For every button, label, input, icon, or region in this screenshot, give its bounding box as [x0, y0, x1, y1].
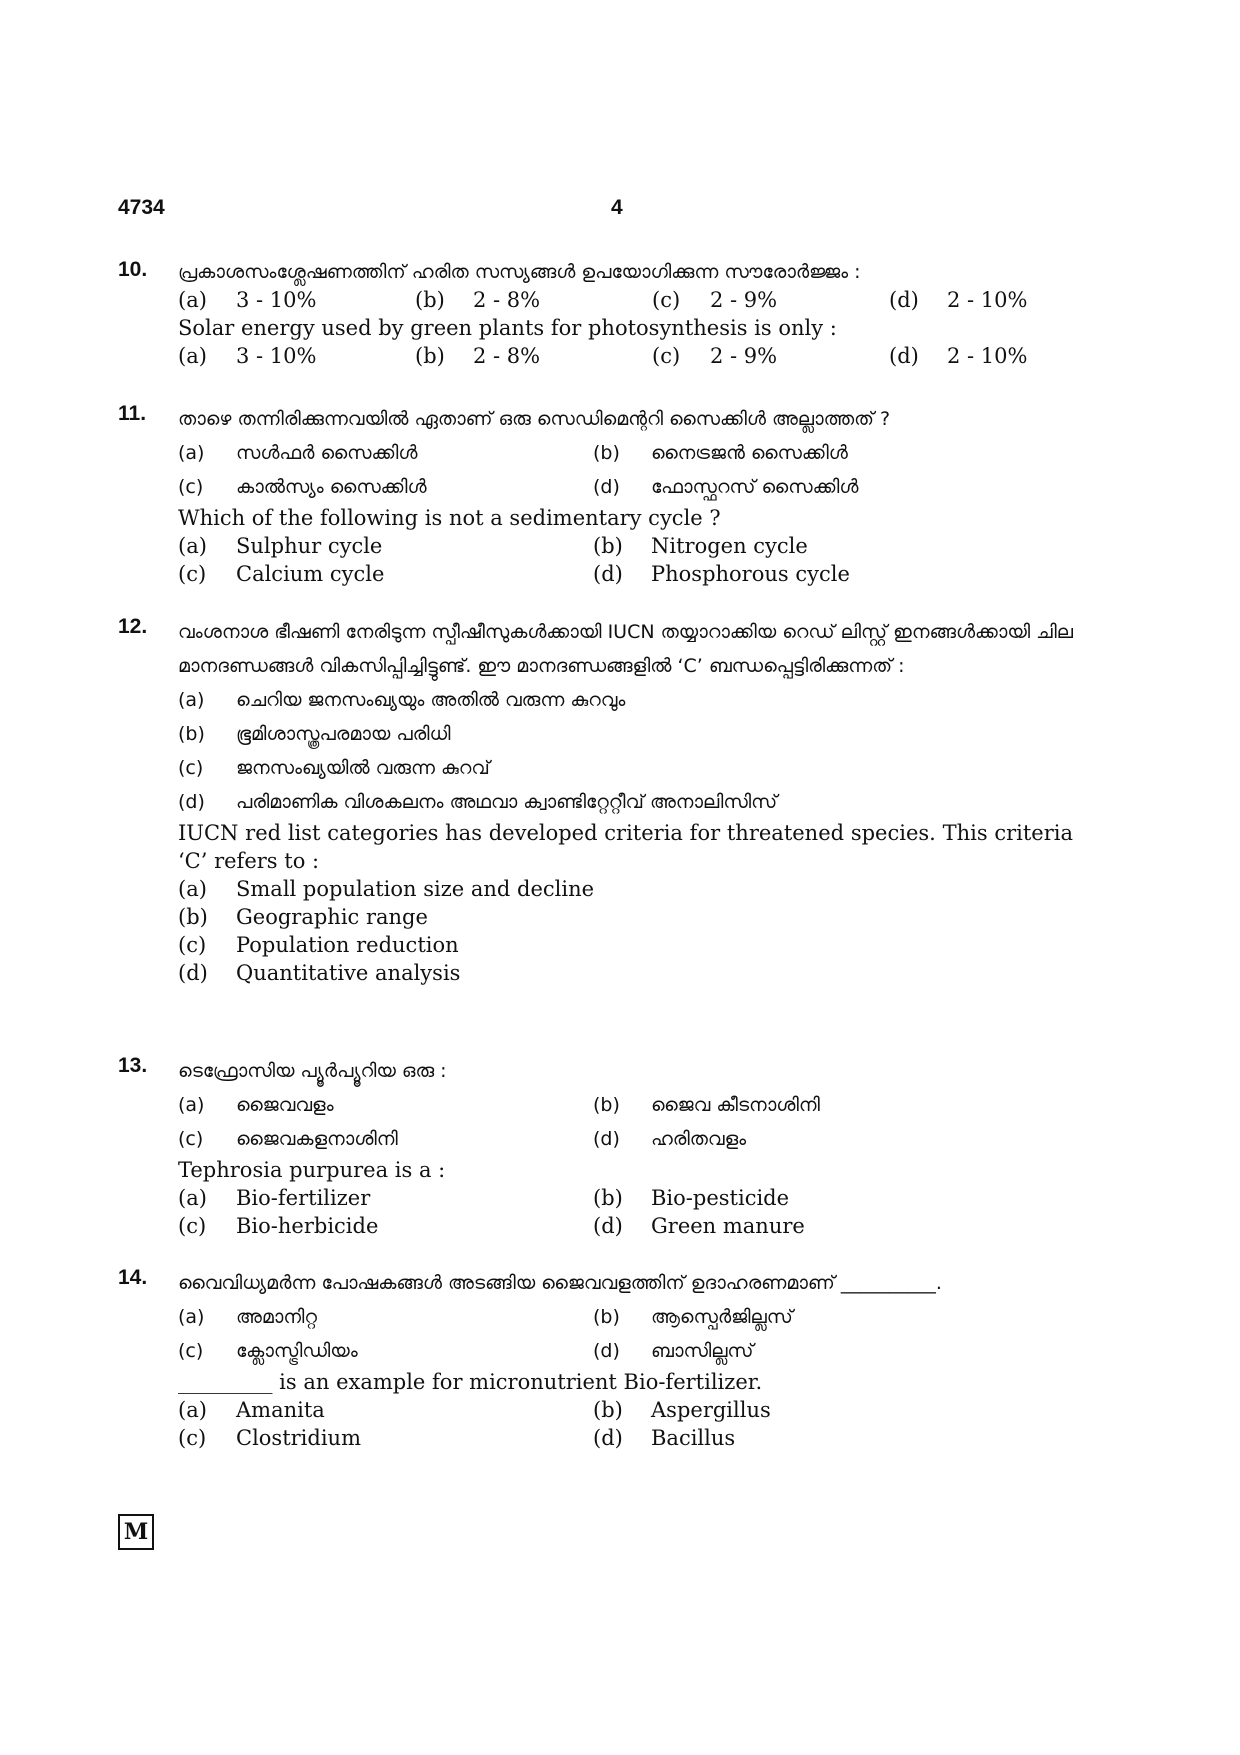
- option-d: [889, 286, 1027, 314]
- medium-stamp: M: [118, 1514, 154, 1550]
- question-number: 10.: [118, 258, 148, 281]
- option-text: 2 - 10%: [947, 344, 1028, 368]
- option-text: Calcium cycle: [236, 562, 385, 586]
- option-d: [593, 470, 858, 504]
- option-c: [178, 1334, 593, 1368]
- option-text: പരിമാണിക വിശകലനം അഥവാ ക്വാണ്ടിറ്റേറ്റീവ് അനാലിസിസ്: [236, 791, 778, 813]
- option-label: (d): [593, 1340, 620, 1362]
- option-text: ജനസംഖ്യയിൽ വരുന്ന കുറവ്: [236, 757, 490, 779]
- option-label: (a): [178, 1186, 207, 1210]
- option-label: (a): [178, 689, 205, 711]
- question-11: [118, 402, 1073, 588]
- question-10: [118, 258, 1073, 370]
- option-c: [178, 931, 1073, 959]
- option-label: (a): [178, 288, 207, 312]
- option-label: (b): [593, 442, 620, 464]
- option-text: 2 - 10%: [947, 288, 1028, 312]
- option-text: ആസ്പെർജില്ലസ്: [651, 1306, 793, 1328]
- question-stem-english: IUCN red list categories has developed criteria for threatened species. This criteria ‘C’ refers to :: [178, 821, 1073, 873]
- option-label: (a): [178, 877, 207, 901]
- option-text: Bio-herbicide: [236, 1214, 379, 1238]
- option-text: അമാനിറ്റ: [236, 1306, 318, 1328]
- option-a: [178, 436, 593, 470]
- option-label: (b): [593, 1306, 620, 1328]
- question-14: [118, 1266, 1073, 1452]
- option-label: (a): [178, 1306, 205, 1328]
- option-text: 2 - 9%: [710, 344, 778, 368]
- question-number: 13.: [118, 1054, 148, 1077]
- page-number: 4: [611, 196, 623, 219]
- option-label: (b): [178, 723, 205, 745]
- options-malayalam: [178, 1334, 1073, 1368]
- option-label: (c): [178, 1128, 204, 1150]
- question-number: 11.: [118, 402, 147, 425]
- option-d: [593, 1212, 805, 1240]
- option-label: (d): [889, 344, 919, 368]
- options-malayalam: [178, 436, 1073, 470]
- option-text: ഫോസ്ഫറസ് സൈക്കിൾ: [651, 476, 859, 498]
- option-d: [593, 1334, 754, 1368]
- option-label: (a): [178, 442, 205, 464]
- question-stem-malayalam: പ്രകാശസംശ്ലേഷണത്തിന് ഹരിത സസ്യങ്ങൾ ഉപയോഗിക്കുന്ന സൗരോർജ്ജം :: [178, 261, 861, 283]
- options-english: [178, 1212, 1073, 1240]
- options-english: [178, 342, 1073, 370]
- option-label: (b): [593, 534, 623, 558]
- option-text: ജൈവവളം: [236, 1094, 334, 1116]
- option-text: Sulphur cycle: [236, 534, 383, 558]
- option-label: (c): [178, 1214, 207, 1238]
- option-text: 3 - 10%: [236, 288, 317, 312]
- option-c: [178, 1122, 593, 1156]
- option-label: (d): [178, 961, 208, 985]
- question-12: [118, 615, 1073, 987]
- option-label: (b): [415, 288, 445, 312]
- option-a: [178, 286, 415, 314]
- options-english: [178, 532, 1073, 560]
- question-stem-english: Which of the following is not a sedimentary cycle ?: [178, 506, 721, 530]
- option-c: [652, 286, 889, 314]
- option-label: (b): [178, 905, 208, 929]
- option-label: (d): [593, 562, 623, 586]
- option-d: [178, 785, 1073, 819]
- option-text: Aspergillus: [651, 1398, 771, 1422]
- option-c: [178, 560, 593, 588]
- option-text: ക്ലോസ്ട്രിഡിയം: [236, 1340, 358, 1362]
- option-text: Bio-fertilizer: [236, 1186, 371, 1210]
- option-c: [652, 342, 889, 370]
- question-number: 12.: [118, 615, 148, 638]
- option-c: [178, 751, 1073, 785]
- option-label: (b): [415, 344, 445, 368]
- option-label: (c): [178, 1340, 204, 1362]
- options-english: [178, 1396, 1073, 1424]
- option-b: [593, 532, 808, 560]
- option-text: Quantitative analysis: [236, 961, 461, 985]
- option-text: ബാസില്ലസ്: [651, 1340, 754, 1362]
- option-label: (d): [593, 1128, 620, 1150]
- option-b: [593, 1088, 820, 1122]
- option-text: ജൈവ കീടനാശിനി: [651, 1094, 820, 1116]
- option-c: [178, 1212, 593, 1240]
- option-a: [178, 1300, 593, 1334]
- option-text: Population reduction: [236, 933, 459, 957]
- option-d: [889, 342, 1027, 370]
- option-c: [178, 1424, 593, 1452]
- option-b: [593, 436, 848, 470]
- option-label: (a): [178, 534, 207, 558]
- option-text: ഭൂമിശാസ്ത്രപരമായ പരിധി: [236, 723, 451, 745]
- option-label: (c): [178, 562, 207, 586]
- option-text: ചെറിയ ജനസംഖ്യയും അതിൽ വരുന്ന കുറവും: [236, 689, 626, 711]
- question-stem-english: Tephrosia purpurea is a :: [178, 1158, 446, 1182]
- option-text: Clostridium: [236, 1426, 361, 1450]
- option-a: [178, 1088, 593, 1122]
- option-label: (c): [178, 476, 204, 498]
- option-label: (c): [652, 288, 681, 312]
- option-text: 3 - 10%: [236, 344, 317, 368]
- option-b: [178, 903, 1073, 931]
- option-text: ഹരിതവളം: [651, 1128, 747, 1150]
- option-label: (d): [178, 791, 205, 813]
- option-label: (b): [593, 1186, 623, 1210]
- option-label: (d): [593, 1214, 623, 1238]
- option-text: Bacillus: [651, 1426, 736, 1450]
- options-english: [178, 560, 1073, 588]
- option-text: നൈട്രജൻ സൈക്കിൾ: [651, 442, 848, 464]
- option-d: [178, 959, 1073, 987]
- option-text: Bio-pesticide: [651, 1186, 790, 1210]
- option-b: [415, 342, 652, 370]
- options-english: [178, 1184, 1073, 1212]
- question-stem-malayalam: വംശനാശ ഭീഷണി നേരിടുന്ന സ്പീഷീസുകൾക്കായി IUCN തയ്യാറാക്കിയ റെഡ് ലിസ്റ്റ് ഇനങ്ങൾക്കായി ചില മാനദണ്ഡങ്ങൾ വികസിപ്പിച്ചിട്ടുണ്ട്. ഈ മാനദണ്ഡങ്ങളിൽ ‘C’ ബന്ധപ്പെട്ടിരിക്കുന്നത് :: [178, 621, 1073, 677]
- question-paper-code: 4734: [118, 196, 165, 219]
- option-label: (a): [178, 344, 207, 368]
- option-text: 2 - 8%: [473, 288, 541, 312]
- option-a: [178, 532, 593, 560]
- options-english: [178, 1424, 1073, 1452]
- options-malayalam: [178, 1088, 1073, 1122]
- option-b: [593, 1396, 771, 1424]
- option-label: (d): [593, 476, 620, 498]
- option-d: [593, 560, 850, 588]
- question-stem-english: Solar energy used by green plants for photosynthesis is only :: [178, 316, 837, 340]
- option-label: (d): [889, 288, 919, 312]
- question-stem-malayalam: ടെഫ്രോസിയ പ്യൂർപ്യൂറിയ ഒരു :: [178, 1060, 447, 1082]
- option-a: [178, 342, 415, 370]
- option-a: [178, 683, 1073, 717]
- option-b: [415, 286, 652, 314]
- option-label: (a): [178, 1094, 205, 1116]
- option-text: 2 - 9%: [710, 288, 778, 312]
- option-text: Phosphorous cycle: [651, 562, 850, 586]
- option-text: സൾഫർ സൈക്കിൾ: [236, 442, 418, 464]
- option-text: Nitrogen cycle: [651, 534, 808, 558]
- option-label: (c): [652, 344, 681, 368]
- question-stem-malayalam: വൈവിധ്യമർന്ന പോഷകങ്ങൾ അടങ്ങിയ ജൈവവളത്തിന് ഉദാഹരണമാണ് __________.: [178, 1272, 942, 1294]
- option-text: 2 - 8%: [473, 344, 541, 368]
- option-text: Small population size and decline: [236, 877, 595, 901]
- option-d: [593, 1122, 746, 1156]
- question-number: 14.: [118, 1266, 148, 1289]
- options-malayalam: [178, 286, 1073, 314]
- options-malayalam: [178, 470, 1073, 504]
- option-a: [178, 875, 1073, 903]
- option-a: [178, 1396, 593, 1424]
- option-c: [178, 470, 593, 504]
- option-label: (d): [593, 1426, 623, 1450]
- question-stem-english: _________ is an example for micronutrient Bio-fertilizer.: [178, 1370, 763, 1394]
- option-label: (a): [178, 1398, 207, 1422]
- question-stem-malayalam: താഴെ തന്നിരിക്കുന്നവയിൽ ഏതാണ് ഒരു സെഡിമെന്ററി സൈക്കിൾ അല്ലാത്തത് ?: [178, 408, 891, 430]
- option-label: (c): [178, 757, 204, 779]
- option-label: (b): [593, 1398, 623, 1422]
- options-malayalam: [178, 1300, 1073, 1334]
- option-label: (c): [178, 933, 207, 957]
- question-13: [118, 1054, 1073, 1240]
- option-b: [593, 1184, 789, 1212]
- option-label: (c): [178, 1426, 207, 1450]
- option-text: കാൽസ്യം സൈക്കിൾ: [236, 476, 427, 498]
- option-text: Amanita: [236, 1398, 325, 1422]
- option-b: [178, 717, 1073, 751]
- option-text: ജൈവകളനാശിനി: [236, 1128, 398, 1150]
- options-malayalam: [178, 1122, 1073, 1156]
- option-label: (b): [593, 1094, 620, 1116]
- option-d: [593, 1424, 735, 1452]
- option-text: Green manure: [651, 1214, 805, 1238]
- option-text: Geographic range: [236, 905, 428, 929]
- option-b: [593, 1300, 793, 1334]
- option-a: [178, 1184, 593, 1212]
